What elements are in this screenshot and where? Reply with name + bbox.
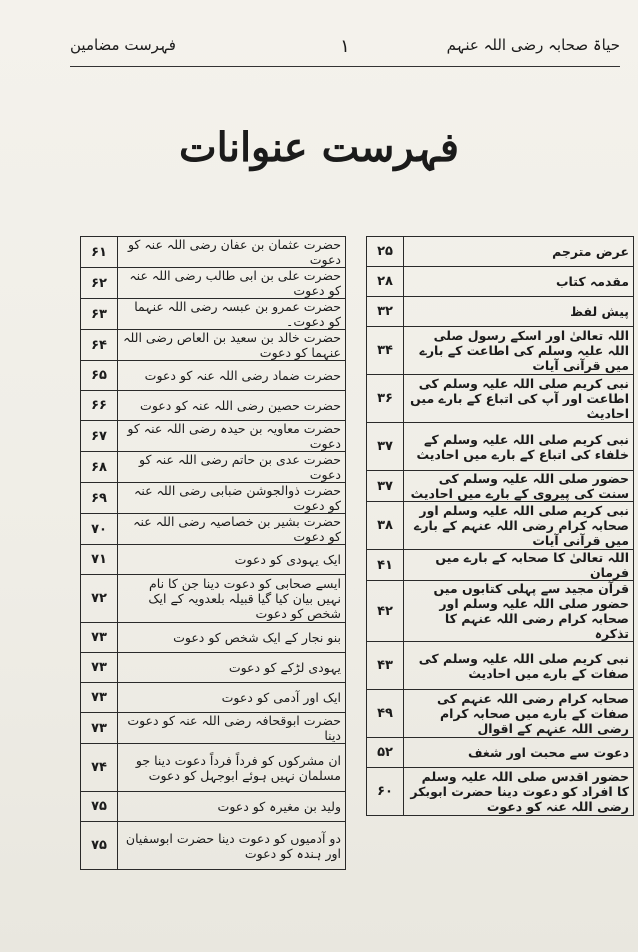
contents-row (81, 514, 346, 545)
entry-text: عرض مترجم (404, 237, 634, 267)
entry-page: ۶۰ (367, 768, 404, 816)
contents-area (80, 236, 634, 952)
contents-row (81, 391, 346, 421)
header-rule (70, 66, 620, 67)
entry-text: حضرت ضماد رضی اللہ عنہ کو دعوت (118, 361, 346, 391)
contents-row (367, 690, 634, 738)
entry-page: ۴۹ (367, 690, 404, 738)
contents-row (367, 581, 634, 642)
contents-row (81, 744, 346, 792)
entry-page: ۷۵ (81, 792, 118, 822)
entry-page: ۷۳ (81, 713, 118, 744)
entry-text: حضور اقدس صلی اللہ علیہ وسلم کا افراد کو دعوت دینا حضرت ابوبکر رضی اللہ عنہ کو دعوت (404, 768, 634, 816)
book-title: حیاۃ صحابہ رضی اللہ عنہم (446, 36, 620, 54)
entry-text: ایک یہودی کو دعوت (118, 545, 346, 575)
entry-page: ۳۲ (367, 297, 404, 327)
entry-page: ۳۶ (367, 375, 404, 423)
entry-text: نبی کریم صلی اللہ علیہ وسلم کی صفات کے بارے میں احادیث (404, 642, 634, 690)
entry-text: پیش لفظ (404, 297, 634, 327)
entry-page: ۴۳ (367, 642, 404, 690)
entry-page: ۷۲ (81, 575, 118, 623)
entry-page: ۶۵ (81, 361, 118, 391)
contents-row (81, 683, 346, 713)
entry-text: حضرت عمرو بن عبسہ رضی اللہ عنہما کو دعوت۔ (118, 299, 346, 330)
entry-text: حضرت ابوقحافہ رضی اللہ عنہ کو دعوت دینا (118, 713, 346, 744)
entry-text: قرآن مجید سے پہلی کتابوں میں حضور صلی اللہ علیہ وسلم اور صحابہ کرام رضی اللہ عنہم کا تذکرہ (404, 581, 634, 642)
entry-page: ۴۱ (367, 550, 404, 581)
contents-row (367, 267, 634, 297)
entry-text: دعوت سے محبت اور شغف (404, 738, 634, 768)
entry-page: ۴۲ (367, 581, 404, 642)
entry-text: نبی کریم صلی اللہ علیہ وسلم اور صحابہ کرام رضی اللہ عنہم کے بارے میں قرآنی آیات (404, 502, 634, 550)
contents-row (367, 502, 634, 550)
entry-page: ۳۷ (367, 423, 404, 471)
entry-page: ۶۷ (81, 421, 118, 452)
entry-text: مقدمہ کتاب (404, 267, 634, 297)
contents-row (81, 713, 346, 744)
entry-page: ۶۳ (81, 299, 118, 330)
entry-page: ۷۳ (81, 653, 118, 683)
entry-text: ان مشرکوں کو فرداً فرداً دعوت دینا جو مسلمان نہیں ہوئے ابوجہل کو دعوت (118, 744, 346, 792)
entry-text: دو آدمیوں کو دعوت دینا حضرت ابوسفیان اور ہندہ کو دعوت (118, 822, 346, 870)
contents-row (367, 237, 634, 267)
contents-row (367, 297, 634, 327)
contents-row (367, 423, 634, 471)
entry-text: اللہ تعالیٰ کا صحابہ کے بارے میں فرمان (404, 550, 634, 581)
contents-row (367, 550, 634, 581)
entry-page: ۷۱ (81, 545, 118, 575)
entry-text: حضور صلی اللہ علیہ وسلم کی سنت کی پیروی کے بارے میں احادیث (404, 471, 634, 502)
entry-text: حضرت بشیر بن خصاصیہ رضی اللہ عنہ کو دعوت (118, 514, 346, 545)
contents-row (367, 642, 634, 690)
contents-table-left (80, 236, 346, 870)
entry-page: ۶۲ (81, 268, 118, 299)
contents-row (81, 545, 346, 575)
contents-row (81, 299, 346, 330)
contents-row (367, 738, 634, 768)
entry-text: حضرت عدی بن حاتم رضی اللہ عنہ کو دعوت (118, 452, 346, 483)
entry-text: اللہ تعالیٰ اور اسکے رسول صلی اللہ علیہ وسلم کی اطاعت کے بارے میں قرآنی آیات (404, 327, 634, 375)
contents-row (81, 421, 346, 452)
entry-page: ۷۴ (81, 744, 118, 792)
entry-page: ۵۲ (367, 738, 404, 768)
entry-page: ۲۵ (367, 237, 404, 267)
section-title: فہرست مضامین (70, 36, 176, 54)
contents-row (81, 237, 346, 268)
contents-table-right (366, 236, 634, 816)
page-header (70, 36, 620, 62)
entry-text: حضرت علی بن ابی طالب رضی اللہ عنہ کو دعوت (118, 268, 346, 299)
contents-row (81, 452, 346, 483)
entry-text: صحابہ کرام رضی اللہ عنہم کی صفات کے بارے میں صحابہ کرام رضی اللہ عنہم کے اقوال (404, 690, 634, 738)
entry-page: ۲۸ (367, 267, 404, 297)
entry-page: ۶۹ (81, 483, 118, 514)
contents-row (367, 471, 634, 502)
contents-row (367, 768, 634, 816)
entry-text: ایک اور آدمی کو دعوت (118, 683, 346, 713)
entry-text: حضرت حصین رضی اللہ عنہ کو دعوت (118, 391, 346, 421)
entry-page: ۶۱ (81, 237, 118, 268)
entry-text: حضرت معاویہ بن حیدہ رضی اللہ عنہ کو دعوت (118, 421, 346, 452)
entry-text: حضرت ذوالجوشن ضبابی رضی اللہ عنہ کو دعوت (118, 483, 346, 514)
contents-row (367, 327, 634, 375)
entry-page: ۷۰ (81, 514, 118, 545)
contents-row (81, 330, 346, 361)
entry-page: ۶۸ (81, 452, 118, 483)
entry-text: نبی کریم صلی اللہ علیہ وسلم کے خلفاء کی اتباع کے بارے میں احادیث (404, 423, 634, 471)
entry-text: حضرت عثمان بن عفان رضی اللہ عنہ کو دعوت (118, 237, 346, 268)
entry-page: ۷۳ (81, 683, 118, 713)
entry-page: ۳۷ (367, 471, 404, 502)
entry-page: ۳۸ (367, 502, 404, 550)
entry-text: ایسے صحابی کو دعوت دینا جن کا نام نہیں بیان کیا گیا قبیلہ بلعدویہ کے ایک شخص کو دعوت (118, 575, 346, 623)
contents-row (81, 623, 346, 653)
contents-row (81, 483, 346, 514)
entry-text: حضرت خالد بن سعید بن العاص رضی اللہ عنہما کو دعوت (118, 330, 346, 361)
entry-text: ولید بن مغیرہ کو دعوت (118, 792, 346, 822)
contents-row (367, 375, 634, 423)
contents-row (81, 653, 346, 683)
entry-page: ۶۴ (81, 330, 118, 361)
contents-row (81, 792, 346, 822)
entry-page: ۳۴ (367, 327, 404, 375)
contents-row (81, 268, 346, 299)
contents-row (81, 575, 346, 623)
entry-text: بنو نجار کے ایک شخص کو دعوت (118, 623, 346, 653)
entry-text: یہودی لڑکے کو دعوت (118, 653, 346, 683)
entry-page: ۷۳ (81, 623, 118, 653)
page-title: فہرست عنوانات (178, 124, 460, 171)
entry-page: ۶۶ (81, 391, 118, 421)
entry-page: ۷۵ (81, 822, 118, 870)
entry-text: نبی کریم صلی اللہ علیہ وسلم کی اطاعت اور آپ کی اتباع کے بارے میں احادیث (404, 375, 634, 423)
contents-row (81, 822, 346, 870)
contents-row (81, 361, 346, 391)
page-number: ۱ (340, 36, 350, 57)
